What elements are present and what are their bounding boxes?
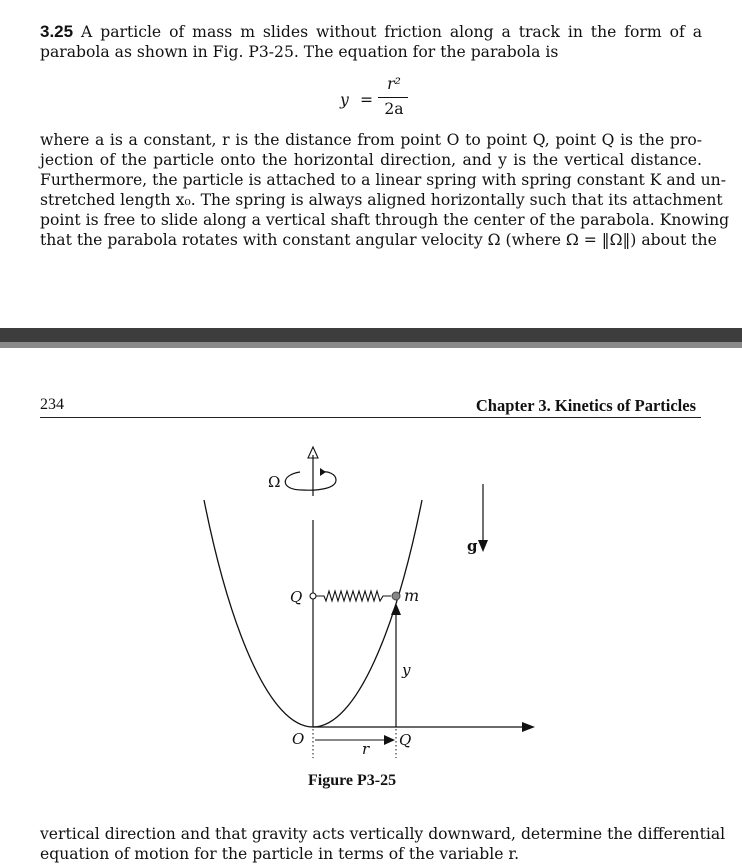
r-arrowhead (384, 735, 395, 745)
page-number: 234 (40, 396, 64, 413)
horizontal-arrowhead (522, 722, 535, 732)
y-arrowhead (391, 603, 401, 615)
figure-caption: Figure P3-25 (308, 772, 397, 789)
r-label: r (362, 740, 370, 758)
rotation-arrowhead-icon (320, 468, 326, 476)
rotation-arrow-icon (285, 472, 336, 490)
body-line-4: stretched length x₀. The spring is always aligned horizontally such that its attachment (40, 191, 723, 209)
page-break-shadow (0, 342, 742, 348)
equation-denominator: 2a (384, 100, 404, 118)
y-label: y (402, 661, 411, 679)
o-label: O (292, 730, 305, 748)
q-left-label: Q (290, 588, 303, 606)
equation-lhs: y (340, 91, 349, 109)
intro-line-2: parabola as shown in Fig. P3-25. The equation for the parabola is (40, 43, 559, 61)
mass-label: m (404, 586, 420, 605)
q-bottom-label: Q (399, 731, 412, 749)
spring (316, 591, 391, 601)
body-line-6: that the parabola rotates with constant angular velocity Ω (where Ω = ‖Ω‖) about the (40, 231, 717, 249)
chapter-title: Chapter 3. Kinetics of Particles (475, 396, 696, 415)
problem-body (40, 130, 730, 250)
body-line-3: Furthermore, the particle is attached to a linear spring with spring constant K and un- (40, 171, 726, 189)
continuation-line-1: vertical direction and that gravity acts vertically downward, determine the differential (40, 825, 726, 843)
spring-attachment (310, 593, 316, 599)
body-line-5: point is free to slide along a vertical shaft through the center of the parabola. Knowing (40, 211, 730, 229)
particle-mass (392, 592, 400, 600)
header-rule (40, 417, 701, 418)
equation-numerator: r² (387, 75, 401, 93)
fraction-bar (378, 97, 408, 98)
problem-number: 3.25 (40, 22, 74, 41)
figure-p3-25 (0, 440, 742, 770)
body-line-1: where a is a constant, r is the distance from point O to point Q, point Q is the pro- (40, 131, 702, 149)
intro-line-1: A particle of mass m slides without friction along a track in the form of a (81, 23, 702, 41)
problem-continuation (40, 824, 726, 864)
body-line-2: jection of the particle onto the horizontal direction, and y is the vertical distance. (40, 151, 702, 169)
omega-label: Ω (268, 473, 281, 491)
gravity-label: g (467, 537, 478, 555)
problem-intro (40, 22, 702, 62)
continuation-line-2: equation of motion for the particle in terms of the variable r. (40, 845, 520, 863)
equation-equals: = (360, 91, 374, 109)
gravity-arrowhead-icon (478, 540, 488, 552)
page-break-band (0, 328, 742, 342)
